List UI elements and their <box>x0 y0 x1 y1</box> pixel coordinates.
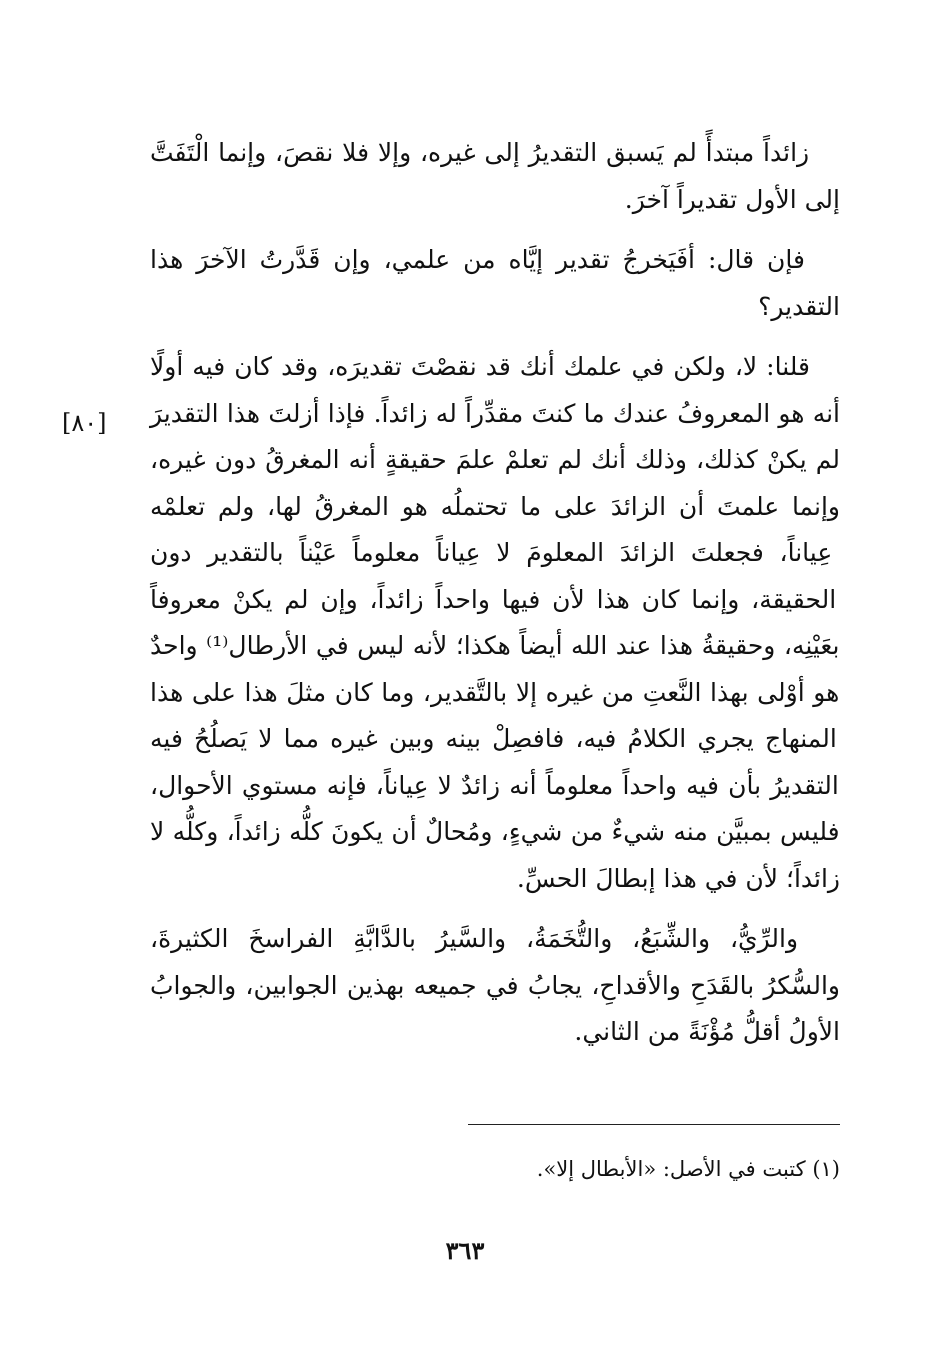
text-line: زائداً مبتدأً لم يَسبق التقديرُ إلى غيره، وإلا فلا نقصَ، وإنما الْتَفَتَّ <box>150 138 810 167</box>
text-line: بعَيْنِه، وحقيقةُ هذا عند الله أيضاً هكذا؛ لأنه ليس في الأرطال⁽¹⁾ واحدٌ <box>150 631 840 660</box>
page-number: ٣٦٣ <box>445 1236 485 1265</box>
text-line: دون غيره، وإنما علمتَ أن الزائدَ على ما تحتملُه هو المغرقُ لها، ولم <box>150 445 840 521</box>
footnote: (١) كتبت في الأصل: «الأبطال إلا». <box>536 1157 840 1181</box>
paragraph-2 <box>150 237 840 330</box>
text-line: هو أوْلى بهذا النَّعتِ من غيره إلا بالتَّقدير، وما كان مثلَ هذا على هذا <box>150 677 840 707</box>
text-line: أولًا أنه هو المعروفُ عندك ما كنتَ مقدِّراً له زائداً. فإذا أزلتَ هذا <box>150 352 840 428</box>
paragraph-3 <box>150 344 840 902</box>
paragraph-1 <box>150 130 840 223</box>
margin-page-reference: [٨٠] <box>62 409 107 437</box>
text-line: المنهاج يجري الكلامُ فيه، فافصِلْ بينه وبين غيره مما لا يَصلُحُ فيه <box>150 724 837 753</box>
text-line: التقديرُ بأن فيه واحداً معلوماً أنه زائدٌ لا عِياناً، فإنه مستوي الأحوال، <box>150 770 839 800</box>
text-line: إلى الأول تقديراً آخرَ. <box>624 184 840 214</box>
text-line: فإن قال: أفَيَخرجُ تقدير إيَّاه من علمي، وإن قَدَّرتُ الآخرَ هذا <box>150 245 805 274</box>
footnote-divider <box>468 1124 840 1125</box>
text-line: زائداً؛ لأن في هذا إبطالَ الحسِّ. <box>516 863 840 893</box>
text-line: والسُّكرُ بالقَدَحِ والأقداحِ، يجابُ في جميعه بهذين الجوابين، <box>236 970 840 1000</box>
paragraph-4 <box>150 916 840 1056</box>
text-line: قلنا: لا، ولكن في علمك أنك قد نقصْتَ تقديرَه، وقد كان فيه <box>183 352 810 381</box>
text-line: تعلمْه عِياناً، فجعلتَ الزائدَ المعلومَ لا عِياناً معلوماً عَيْناً بالتقدير دون <box>150 491 833 567</box>
text-line: فليس بمبيَّن منه شيءٌ من شيءٍ، ومُحالٌ أن يكونَ كلُّه زائداً، وكلُّه لا <box>150 817 840 846</box>
text-line: التقدير؟ <box>758 291 840 321</box>
text-line: والرِّيُّ، والشِّبَعُ، والتُّخَمَةُ، والسَّيرُ بالدَّابَّةِ الفراسخَ الكثيرةَ، <box>150 924 799 953</box>
text-line: الحقيقة، وإنما كان هذا لأن فيها واحداً زائداً، وإن لم يكنْ معروفاً <box>150 584 837 614</box>
main-text <box>150 130 840 1056</box>
text-line: التقديرَ لم يكنْ كذلك، وذلك أنك لم تعلمْ علمَ حقيقةٍ أنه المغرقُ <box>150 398 840 474</box>
text-line: والجوابُ الأولُ أقلُّ مُؤْنَةً من الثاني. <box>150 970 840 1046</box>
